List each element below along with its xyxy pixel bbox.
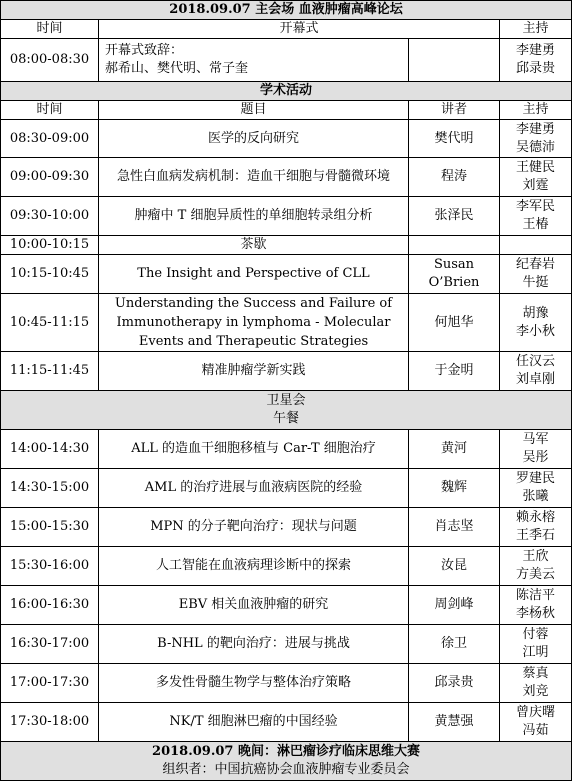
host-name: 王欣 bbox=[522, 549, 549, 564]
session-topic: The Insight and Perspective of CLL bbox=[99, 255, 409, 294]
table-row bbox=[1, 664, 572, 703]
host-name: 付蓉 bbox=[522, 627, 549, 642]
host-name: 吴彤 bbox=[522, 450, 549, 465]
host-name: 马军 bbox=[522, 432, 549, 447]
table-row bbox=[1, 703, 572, 742]
session-topic: B-NHL 的靶向治疗：进展与挑战 bbox=[99, 625, 409, 664]
col-header-host: 主持 bbox=[500, 101, 572, 120]
session-time: 16:30-17:00 bbox=[1, 625, 99, 664]
host-name: 李建勇 bbox=[516, 121, 556, 137]
opening-time: 08:00-08:30 bbox=[1, 39, 99, 82]
session-topic: 医学的反向研究 bbox=[99, 120, 409, 158]
table-row bbox=[1, 197, 572, 236]
host-name: 李军民 bbox=[516, 199, 556, 214]
session-speaker: 周剑峰 bbox=[409, 586, 500, 625]
session-speaker: 张泽民 bbox=[409, 197, 500, 236]
host-name: 邱录贵 bbox=[516, 61, 556, 76]
empty-cell bbox=[409, 236, 500, 255]
host-name: 曾庆曙 bbox=[516, 705, 556, 720]
session-speaker: 肖志坚 bbox=[409, 508, 500, 547]
host-name: 任汉云 bbox=[516, 354, 556, 369]
table-row bbox=[1, 547, 572, 586]
table-row bbox=[1, 586, 572, 625]
table-row bbox=[1, 236, 572, 255]
session-time: 10:00-10:15 bbox=[1, 236, 99, 255]
session-host bbox=[500, 547, 572, 586]
session-host bbox=[500, 469, 572, 508]
col-header-topic: 题目 bbox=[99, 101, 409, 120]
session-speaker: 徐卫 bbox=[409, 625, 500, 664]
satellite-title: 卫星会 bbox=[266, 393, 306, 408]
host-name: 刘卓刚 bbox=[516, 372, 556, 387]
session-host bbox=[500, 430, 572, 469]
session-topic: NK/T 细胞淋巴瘤的中国经验 bbox=[99, 703, 409, 742]
session-time: 11:15-11:45 bbox=[1, 352, 99, 391]
session-topic: 肿瘤中 T 细胞异质性的单细胞转录组分析 bbox=[99, 197, 409, 236]
section-title-academic: 学术活动 bbox=[1, 82, 572, 101]
session-host bbox=[500, 703, 572, 742]
session-topic bbox=[99, 294, 409, 352]
session-time: 14:30-15:00 bbox=[1, 469, 99, 508]
col-header-speaker: 讲者 bbox=[409, 101, 500, 120]
opening-topic-line2: 郝希山、樊代明、常子奎 bbox=[105, 61, 249, 76]
satellite-lunch bbox=[1, 391, 572, 430]
session-topic: 人工智能在血液病理诊断中的探索 bbox=[99, 547, 409, 586]
session-time: 17:00-17:30 bbox=[1, 664, 99, 703]
host-name: 吴德沛 bbox=[516, 139, 556, 155]
session-speaker: 程涛 bbox=[409, 158, 500, 197]
tea-break: 茶歇 bbox=[99, 236, 409, 255]
session-time: 17:30-18:00 bbox=[1, 703, 99, 742]
session-speaker: 邱录贵 bbox=[409, 664, 500, 703]
lunch-label: 午餐 bbox=[273, 411, 300, 426]
host-name: 李杨秋 bbox=[516, 606, 556, 621]
session-time: 09:00-09:30 bbox=[1, 158, 99, 197]
topic-line: Immunotherapy in lymphoma - Molecular bbox=[116, 315, 391, 330]
session-time: 16:00-16:30 bbox=[1, 586, 99, 625]
table-row bbox=[1, 508, 572, 547]
opening-topic-line1: 开幕式致辞： bbox=[105, 43, 184, 58]
session-topic: 多发性骨髓生物学与整体治疗策略 bbox=[99, 664, 409, 703]
host-name: 刘竞 bbox=[522, 684, 549, 699]
col-header-opening: 开幕式 bbox=[99, 20, 500, 39]
host-name: 纪春岩 bbox=[516, 257, 556, 272]
session-host bbox=[500, 664, 572, 703]
host-name: 方美云 bbox=[516, 567, 556, 582]
col-header-host: 主持 bbox=[500, 20, 572, 39]
session-time: 15:30-16:00 bbox=[1, 547, 99, 586]
session-topic: 精准肿瘤学新实践 bbox=[99, 352, 409, 391]
session-topic: ALL 的造血干细胞移植与 Car-T 细胞治疗 bbox=[99, 430, 409, 469]
session-speaker: 于金明 bbox=[409, 352, 500, 391]
session-time: 10:45-11:15 bbox=[1, 294, 99, 352]
session-time: 15:00-15:30 bbox=[1, 508, 99, 547]
session-time: 14:00-14:30 bbox=[1, 430, 99, 469]
session-speaker: 魏辉 bbox=[409, 469, 500, 508]
topic-line: Understanding the Success and Failure of bbox=[114, 296, 393, 311]
host-name: 江明 bbox=[522, 645, 549, 660]
session-time: 10:15-10:45 bbox=[1, 255, 99, 294]
session-host bbox=[500, 625, 572, 664]
session-speaker bbox=[409, 255, 500, 294]
table-row bbox=[1, 255, 572, 294]
page-title: 2018.09.07 主会场 血液肿瘤高峰论坛 bbox=[1, 1, 572, 20]
session-topic: AML 的治疗进展与血液病医院的经验 bbox=[99, 469, 409, 508]
session-host bbox=[500, 197, 572, 236]
evening-event bbox=[1, 742, 572, 781]
opening-host bbox=[500, 39, 572, 82]
table-row bbox=[1, 158, 572, 197]
host-name: 蔡真 bbox=[522, 666, 549, 681]
session-speaker: 汝昆 bbox=[409, 547, 500, 586]
session-speaker: 黄慧强 bbox=[409, 703, 500, 742]
table-row bbox=[1, 294, 572, 352]
session-topic: EBV 相关血液肿瘤的研究 bbox=[99, 586, 409, 625]
speaker-name: Susan bbox=[433, 257, 475, 272]
session-host bbox=[500, 294, 572, 352]
host-name: 罗建民 bbox=[516, 471, 556, 486]
evening-title: 2018.09.07 晚间：淋巴瘤诊疗临床思维大赛 bbox=[152, 744, 420, 759]
host-name: 牛挺 bbox=[522, 275, 549, 290]
col-header-time: 时间 bbox=[1, 101, 99, 120]
table-row bbox=[1, 625, 572, 664]
session-speaker: 樊代明 bbox=[409, 120, 500, 158]
session-host bbox=[500, 120, 572, 158]
col-header-time: 时间 bbox=[1, 20, 99, 39]
host-name: 刘霆 bbox=[522, 178, 549, 193]
session-host bbox=[500, 508, 572, 547]
organizer-text: 组织者：中国抗癌协会血液肿瘤专业委员会 bbox=[162, 762, 410, 777]
session-time: 08:30-09:00 bbox=[1, 120, 99, 158]
host-name: 胡豫 bbox=[522, 305, 549, 321]
session-host bbox=[500, 586, 572, 625]
session-time: 09:30-10:00 bbox=[1, 197, 99, 236]
session-topic: MPN 的分子靶向治疗：现状与问题 bbox=[99, 508, 409, 547]
table-row bbox=[1, 352, 572, 391]
host-name: 王椿 bbox=[522, 217, 549, 232]
session-topic: 急性白血病发病机制：造血干细胞与骨髓微环境 bbox=[99, 158, 409, 197]
topic-line: Events and Therapeutic Strategies bbox=[138, 334, 369, 349]
session-host bbox=[500, 158, 572, 197]
table-row bbox=[1, 120, 572, 158]
host-name: 李建勇 bbox=[516, 43, 556, 58]
host-name: 王季石 bbox=[516, 528, 556, 543]
table-row bbox=[1, 430, 572, 469]
session-host bbox=[500, 352, 572, 391]
session-speaker: 何旭华 bbox=[409, 294, 500, 352]
host-name: 李小秋 bbox=[516, 323, 556, 339]
host-name: 赖永榕 bbox=[516, 510, 556, 525]
session-host bbox=[500, 255, 572, 294]
speaker-name: O’Brien bbox=[428, 275, 480, 290]
host-name: 冯茹 bbox=[522, 723, 549, 738]
table-row bbox=[1, 469, 572, 508]
host-name: 王健民 bbox=[516, 160, 556, 175]
host-name: 张曦 bbox=[522, 489, 549, 504]
session-speaker: 黄河 bbox=[409, 430, 500, 469]
opening-topic bbox=[99, 39, 409, 82]
host-name: 陈洁平 bbox=[516, 588, 556, 603]
empty-cell bbox=[500, 236, 572, 255]
opening-speaker bbox=[409, 39, 500, 82]
